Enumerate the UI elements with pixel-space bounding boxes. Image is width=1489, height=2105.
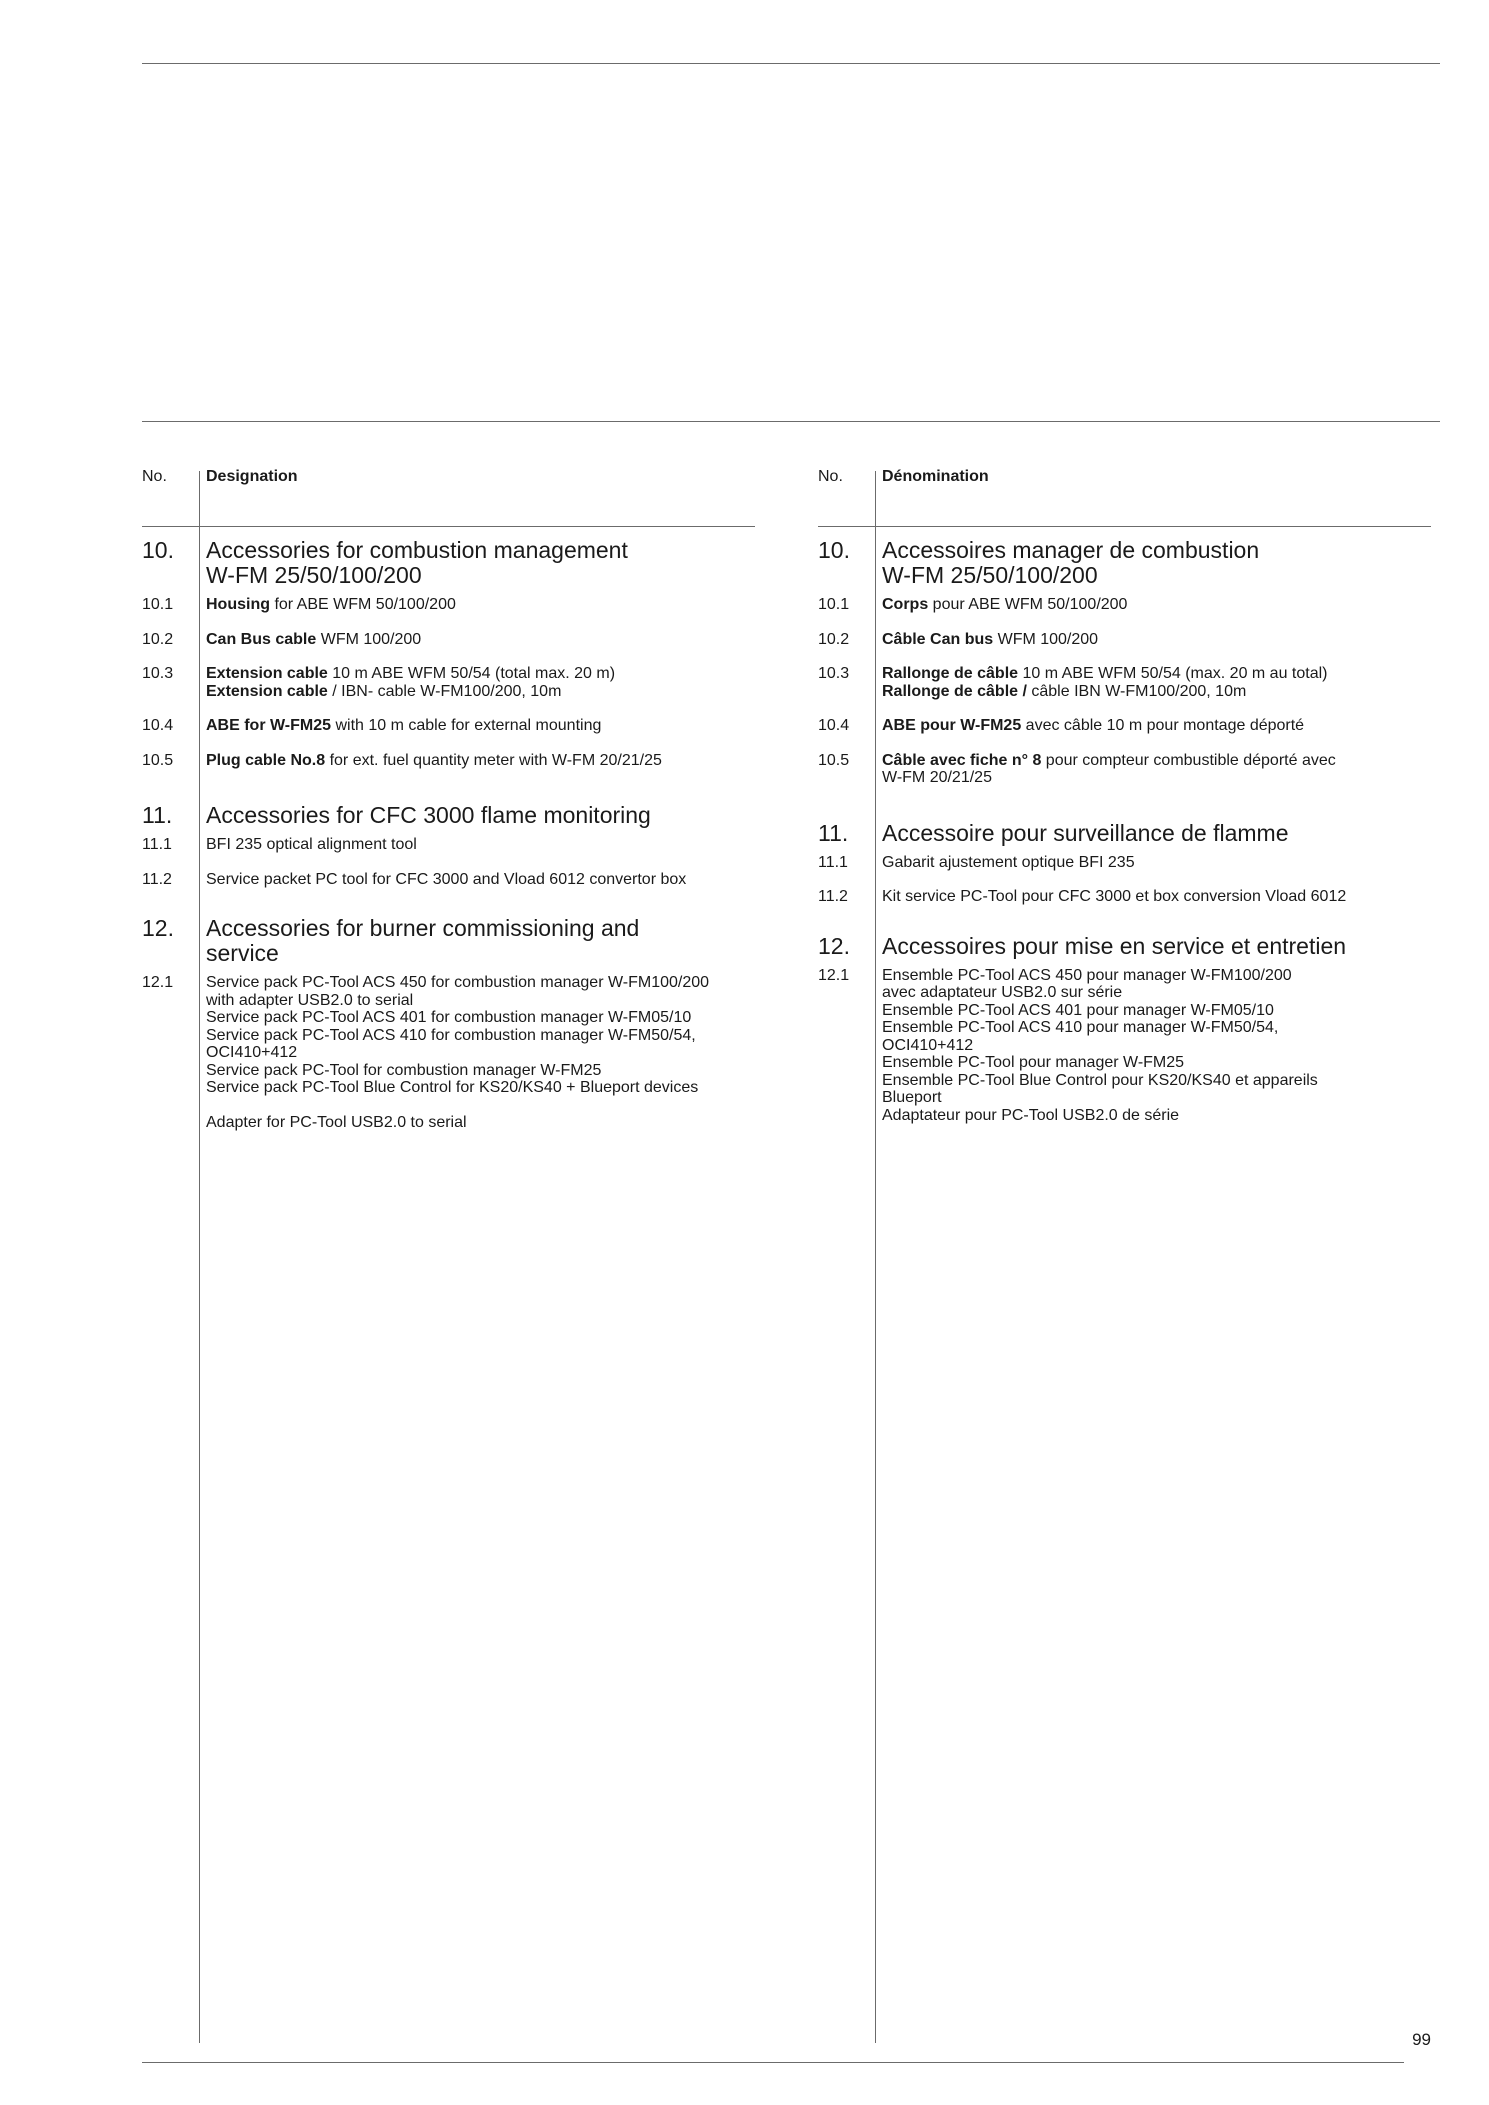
item-text-line <box>882 888 1431 906</box>
item-text: pour compteur combustible déporté avec <box>1041 751 1336 769</box>
item-text: Ensemble PC-Tool ACS 401 pour manager W-FM05/10 <box>882 1001 1274 1019</box>
section-heading <box>142 538 755 588</box>
section-title-line: W-FM 25/50/100/200 <box>882 562 1098 588</box>
item-text-line <box>882 752 1431 770</box>
item-text-line <box>206 871 755 889</box>
item-text: Gabarit ajustement optique BFI 235 <box>882 853 1135 871</box>
item-text: for ABE WFM 50/100/200 <box>270 596 456 613</box>
top-rule <box>142 63 1440 64</box>
item-number: 10.1 <box>818 596 850 613</box>
item-row <box>142 836 755 854</box>
section-title-line: Accessoire pour surveillance de flamme <box>882 819 1289 846</box>
item-number: 11.2 <box>818 888 848 905</box>
item-text-line <box>882 631 1431 649</box>
item-row <box>142 665 755 700</box>
section-title-line: Accessoires pour mise en service et entretien <box>882 932 1347 959</box>
item-row <box>818 596 1431 614</box>
item-label-bold: Rallonge de câble <box>882 665 1019 682</box>
item-number: 10.4 <box>818 717 850 734</box>
item-label-bold: Plug cable No.8 <box>206 751 326 769</box>
item-text: OCI410+412 <box>206 1044 298 1061</box>
header-designation: Designation <box>206 468 298 485</box>
item-text: Ensemble PC-Tool pour manager W-FM25 <box>882 1054 1185 1071</box>
item-text-line <box>206 1079 755 1097</box>
item-text-line <box>206 631 755 649</box>
item-label-bold: Câble Can bus <box>882 630 994 648</box>
item-text-line <box>206 992 755 1010</box>
item-text-line <box>206 665 755 683</box>
item-row <box>142 717 755 735</box>
section-title-line: Accessories for CFC 3000 flame monitoring <box>206 802 651 828</box>
section-title-line: service <box>206 940 279 966</box>
item-number: 12.1 <box>818 966 850 984</box>
section-heading <box>818 821 1431 846</box>
item-text-line <box>882 1054 1431 1072</box>
item-row <box>142 596 755 614</box>
item-text-line <box>882 1019 1431 1037</box>
item-row <box>142 871 755 889</box>
item-text: Ensemble PC-Tool Blue Control pour KS20/KS40 et appareils <box>882 1071 1318 1089</box>
header-rule <box>818 526 1431 527</box>
item-text: BFI 235 optical alignment tool <box>206 836 417 853</box>
item-text-line <box>206 596 755 614</box>
item-row <box>818 665 1431 700</box>
section <box>142 803 755 888</box>
item-text: Ensemble PC-Tool ACS 410 pour manager W-FM50/54, <box>882 1019 1279 1036</box>
item-text: 10 m ABE WFM 50/54 (total max. 20 m) <box>327 665 616 682</box>
table-top-rule <box>142 421 1440 422</box>
item-text: W-FM 20/21/25 <box>882 769 992 786</box>
header-no: No. <box>818 468 843 485</box>
item-text: 10 m ABE WFM 50/54 (max. 20 m au total) <box>1018 665 1328 682</box>
item-number: 12.1 <box>142 974 174 991</box>
item-text: Ensemble PC-Tool ACS 450 pour manager W-FM100/200 <box>882 966 1292 984</box>
item-text-line <box>882 854 1431 872</box>
item-text-line <box>882 1107 1431 1125</box>
item-row <box>142 752 755 770</box>
section-title-line: W-FM 25/50/100/200 <box>206 562 422 588</box>
item-number: 10.2 <box>818 630 850 648</box>
item-label-bold: Câble avec fiche n° 8 <box>882 751 1042 769</box>
item-text-line <box>882 967 1431 985</box>
item-text: for ext. fuel quantity meter with W-FM 20/21/25 <box>325 751 662 769</box>
section-number: 12. <box>818 932 850 959</box>
item-text: with adapter USB2.0 to serial <box>206 991 414 1009</box>
header-rule <box>142 526 755 527</box>
item-text-line <box>206 836 755 854</box>
item-text: / IBN- cable W-FM100/200, 10m <box>327 682 562 700</box>
section <box>142 916 755 1132</box>
item-text: Service pack PC-Tool ACS 450 for combustion manager W-FM100/200 <box>206 974 710 991</box>
item-label-bold: Corps <box>882 596 929 613</box>
item-number: 10.5 <box>142 751 174 769</box>
item-text-line <box>206 1114 755 1132</box>
item-number: 10.3 <box>142 665 174 682</box>
bottom-rule <box>142 2062 1404 2063</box>
item-row <box>818 967 1431 1125</box>
table-header <box>142 462 755 526</box>
item-text-line <box>882 984 1431 1002</box>
item-number: 10.1 <box>142 596 174 613</box>
section <box>142 538 755 769</box>
section <box>818 538 1431 787</box>
item-text-line <box>206 752 755 770</box>
item-label-bold: Extension cable <box>206 665 328 682</box>
item-label-bold: ABE for W-FM25 <box>206 717 332 734</box>
item-row <box>142 631 755 649</box>
item-text-line <box>882 665 1431 683</box>
header-designation: Dénomination <box>882 468 989 485</box>
item-text: avec adaptateur USB2.0 sur série <box>882 984 1123 1001</box>
french-column <box>818 462 1431 1124</box>
item-text-line <box>882 596 1431 614</box>
item-text-line <box>882 683 1431 701</box>
section-number: 11. <box>142 802 173 828</box>
item-row <box>818 888 1431 906</box>
section-title-line: Accessories for combustion management <box>206 537 628 563</box>
item-text: Service pack PC-Tool for combustion manager W-FM25 <box>206 1061 602 1079</box>
item-number: 11.2 <box>142 870 172 888</box>
item-text: câble IBN W-FM100/200, 10m <box>1026 682 1247 700</box>
item-text: Adapter for PC-Tool USB2.0 to serial <box>206 1114 467 1131</box>
item-text: Service pack PC-Tool ACS 401 for combustion manager W-FM05/10 <box>206 1009 692 1026</box>
section <box>818 934 1431 1125</box>
item-text-line <box>206 1097 755 1115</box>
section-heading <box>142 916 755 966</box>
item-text-line <box>882 1089 1431 1107</box>
section-title-line: Accessories for burner commissioning and <box>206 915 640 941</box>
item-text: WFM 100/200 <box>316 630 422 648</box>
item-text-line <box>206 717 755 735</box>
section-number: 10. <box>142 537 174 563</box>
item-row <box>818 717 1431 735</box>
item-text: with 10 m cable for external mounting <box>331 717 602 734</box>
item-text-line <box>206 1044 755 1062</box>
section-heading <box>142 803 755 828</box>
item-text-line <box>882 717 1431 735</box>
item-text: Service pack PC-Tool ACS 410 for combustion manager W-FM50/54, <box>206 1026 696 1044</box>
table-header <box>818 462 1431 526</box>
item-number: 11.1 <box>818 853 848 871</box>
item-row <box>818 854 1431 872</box>
item-label-bold: Extension cable <box>206 682 328 700</box>
section <box>818 821 1431 906</box>
item-text-line <box>882 1037 1431 1055</box>
section-number: 10. <box>818 537 850 563</box>
section-title-line: Accessoires manager de combustion <box>882 537 1260 563</box>
item-text: Service pack PC-Tool Blue Control for KS20/KS40 + Blueport devices <box>206 1079 699 1096</box>
item-label-bold: Can Bus cable <box>206 630 317 648</box>
header-no: No. <box>142 468 167 485</box>
item-text-line <box>882 1072 1431 1090</box>
item-text: Kit service PC-Tool pour CFC 3000 et box conversion Vload 6012 <box>882 888 1347 905</box>
item-text: pour ABE WFM 50/100/200 <box>928 596 1128 613</box>
item-number: 10.2 <box>142 630 174 648</box>
item-number: 10.3 <box>818 665 850 682</box>
item-text: Adaptateur pour PC-Tool USB2.0 de série <box>882 1106 1180 1124</box>
item-text-line <box>882 769 1431 787</box>
item-number: 11.1 <box>142 836 172 853</box>
item-row <box>818 631 1431 649</box>
item-text: Blueport <box>882 1089 942 1106</box>
item-text-line <box>206 1062 755 1080</box>
item-number: 10.4 <box>142 717 174 734</box>
item-text-line <box>206 974 755 992</box>
item-label-bold: ABE pour W-FM25 <box>882 717 1022 734</box>
item-label-bold: Rallonge de câble / <box>882 682 1027 700</box>
item-row <box>142 974 755 1132</box>
section-heading <box>818 538 1431 588</box>
item-text: avec câble 10 m pour montage déporté <box>1021 717 1305 734</box>
item-text: Service packet PC tool for CFC 3000 and Vload 6012 convertor box <box>206 870 687 888</box>
page-number: 99 <box>1412 2030 1431 2049</box>
item-label-bold: Housing <box>206 596 270 613</box>
item-row <box>818 752 1431 787</box>
item-text-line <box>882 1002 1431 1020</box>
section-number: 12. <box>142 915 174 941</box>
item-text-line <box>206 683 755 701</box>
item-text: OCI410+412 <box>882 1036 974 1054</box>
section-heading <box>818 934 1431 959</box>
item-text-line <box>206 1009 755 1027</box>
item-text-line <box>206 1027 755 1045</box>
item-text: WFM 100/200 <box>993 630 1099 648</box>
item-number: 10.5 <box>818 751 850 769</box>
section-number: 11. <box>818 819 849 846</box>
english-column <box>142 462 755 1132</box>
